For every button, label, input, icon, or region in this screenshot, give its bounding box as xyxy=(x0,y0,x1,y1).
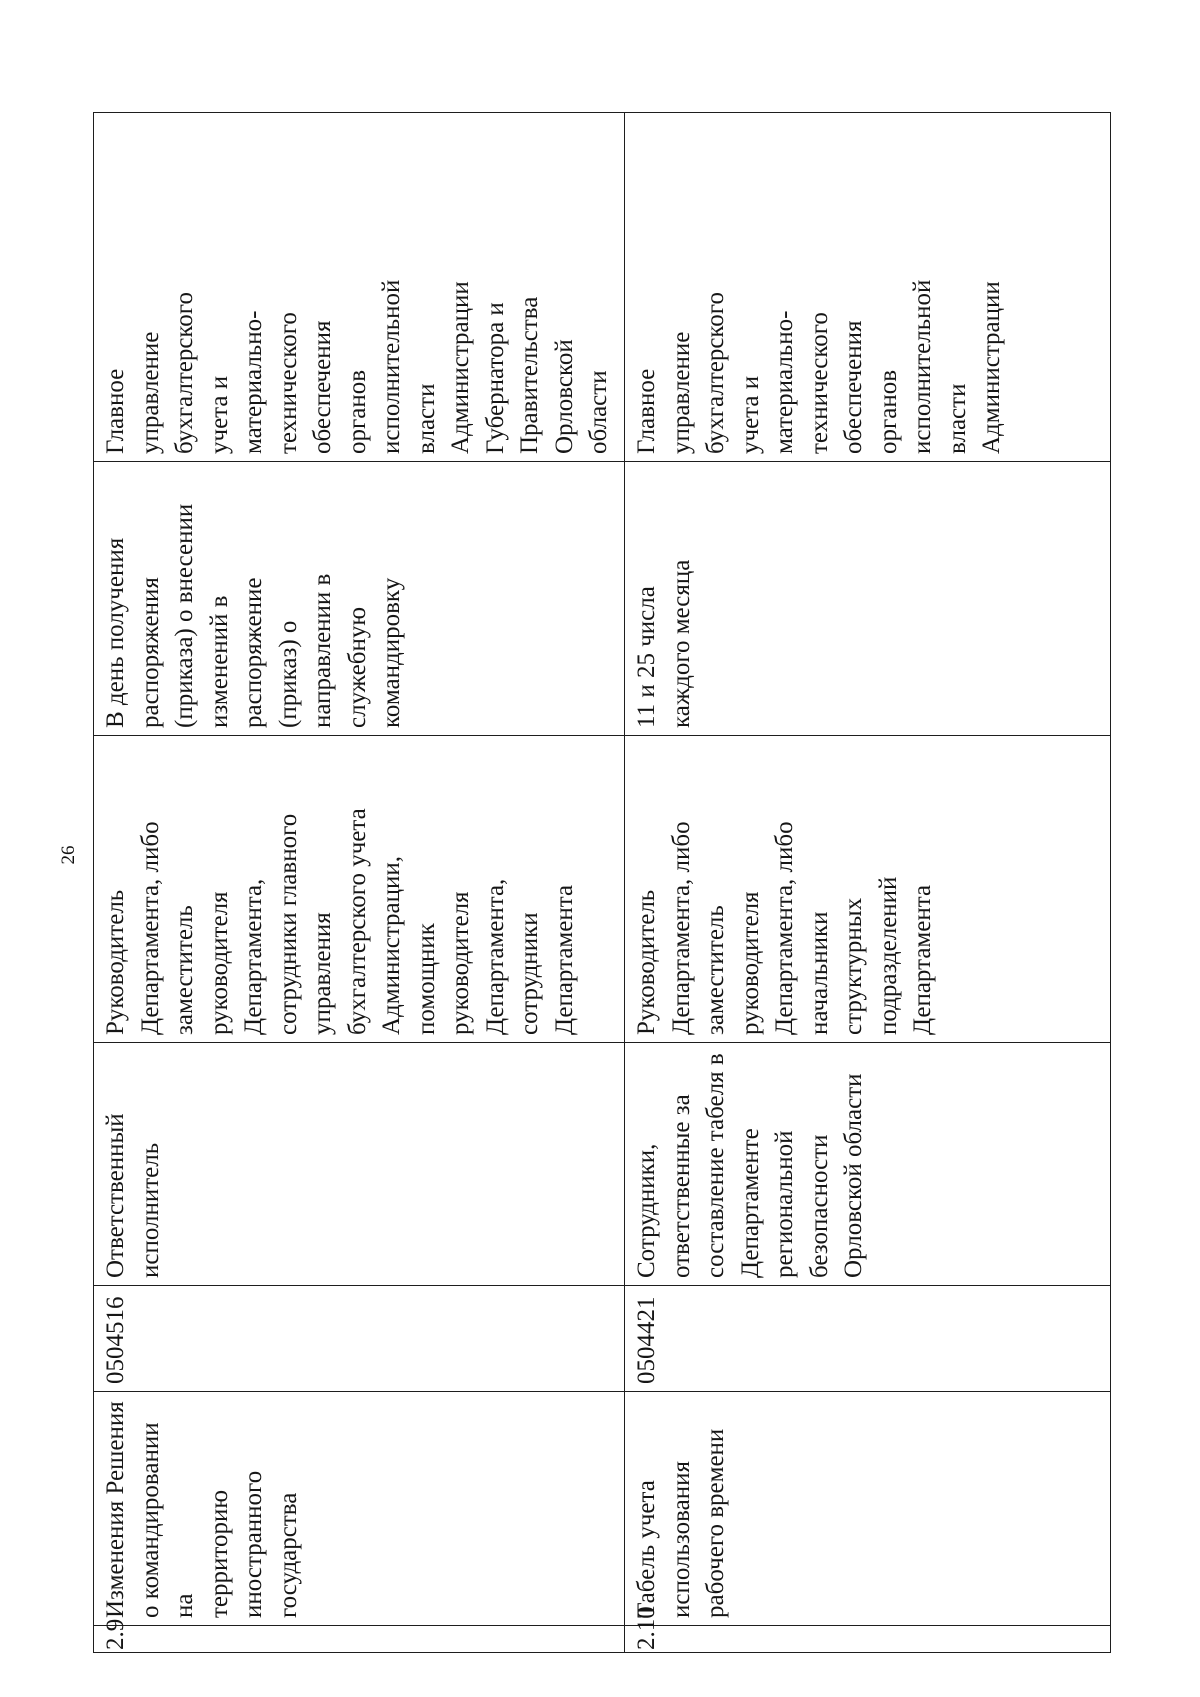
row-number: 2.10 xyxy=(625,1626,1111,1653)
document-table xyxy=(93,112,1111,1653)
signers: Руководитель Департамента, либо заместитель руководителя Департамента, сотрудники главного управления бухгалтерского учета Администрации, помощник руководителя Департамента, сотрудники Департамента xyxy=(94,736,625,1043)
page-number xyxy=(57,838,81,872)
page-number-text: 26 xyxy=(58,845,79,865)
row-number: 2.9 xyxy=(94,1626,625,1653)
recipient: Главное управление бухгалтерского учета и материально- технического обеспечения органов исполнительной власти Администрации Губернатора и Правительства Орловской области xyxy=(94,113,625,462)
document-name: Табель учета использования рабочего времени xyxy=(625,1392,1111,1626)
recipient: Главное управление бухгалтерского учета и материально- технического обеспечения органов исполнительной власти Администрации xyxy=(625,113,1111,462)
signers: Руководитель Департамента, либо заместитель руководителя Департамента, либо начальники структурных подразделений Департамента xyxy=(625,736,1111,1043)
table-row xyxy=(94,113,625,1653)
document-name: Изменения Решения о командировании на территорию иностранного государства xyxy=(94,1392,625,1626)
form-code: 0504421 xyxy=(625,1286,1111,1392)
rotated-table-container xyxy=(93,113,1110,1653)
deadline: 11 и 25 числа каждого месяца xyxy=(625,462,1111,736)
table-row xyxy=(625,113,1111,1653)
responsible-executor: Ответственный исполнитель xyxy=(94,1043,625,1286)
deadline: В день получения распоряжения (приказа) о внесении изменений в распоряжение (приказ) о направлении в служебную командировку xyxy=(94,462,625,736)
form-code: 0504516 xyxy=(94,1286,625,1392)
responsible-executor: Сотрудники, ответственные за составление табеля в Департаменте региональной безопасности Орловской области xyxy=(625,1043,1111,1286)
